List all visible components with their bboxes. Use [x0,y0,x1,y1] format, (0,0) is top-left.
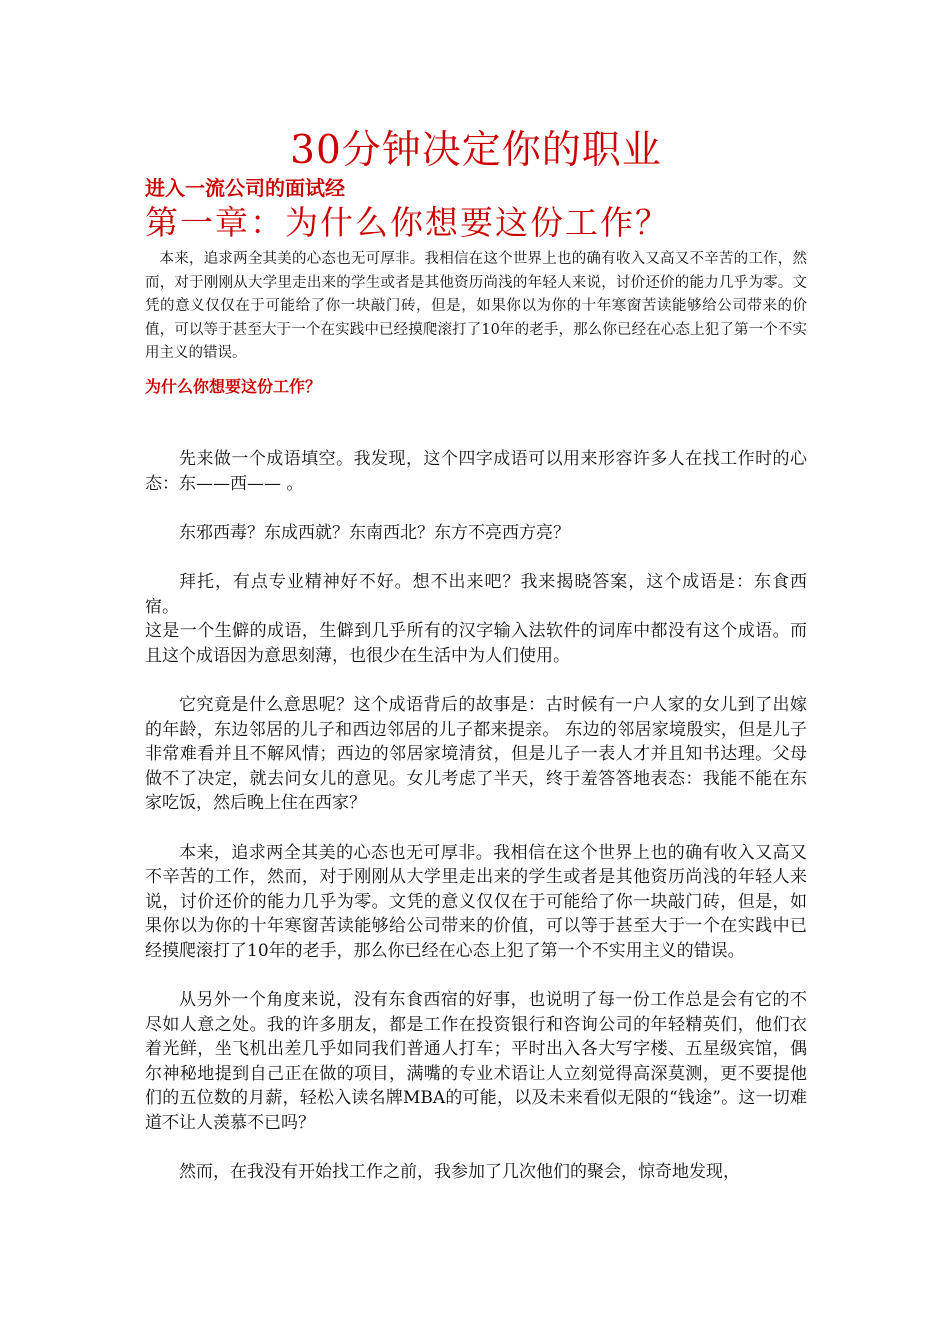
paragraph-gathering: 然而，在我没有开始找工作之前，我参加了几次他们的聚会，惊奇地发现， [179,1162,740,1183]
document-subtitle: 进入一流公司的面试经 [145,176,345,200]
section-heading: 为什么你想要这份工作？ [145,377,322,396]
document-page [145,0,807,1344]
paragraph-story: 它究竟是什么意思呢？这个成语背后的故事是：古时候有一户人家的女儿到了出嫁的年龄，东边邻居的儿子和西边邻居的儿子都来提亲。 东边的邻居家境殷实，但是儿子非常难看并且不解风情；西边的邻居家境清贫，但是儿子一表人才并且知书达理。父母做不了决定，就去问女儿的意见。女儿考虑了半天，终于羞答答地表态：我能不能在东家吃饭，然后晚上住在西家？ [145,694,807,814]
chapter-title: 第一章：为什么你想要这份工作？ [145,203,670,242]
body-text [145,447,807,1185]
paragraph-rare-idiom: 这是一个生僻的成语，生僻到几乎所有的汉字输入法软件的词库中都没有这个成语。而且这个成语因为意思刻薄，也很少在生活中为人们使用。 [145,621,807,666]
paragraph-other-angle: 从另外一个角度来说，没有东食西宿的好事，也说明了每一份工作总是会有它的不尽如人意之处。我的许多朋友，都是工作在投资银行和咨询公司的年轻精英们，他们衣着光鲜，坐飞机出差几乎如同我们普通人打车；平时出入各大写字楼、五星级宾馆，偶尔神秘地提到自己正在做的项目，满嘴的专业术语让人立刻觉得高深莫测，更不要提他们的五位数的月薪，轻松入读名牌MBA的可能，以及未来看似无限的“钱途”。这一切难道不让人羡慕不已吗？ [145,990,807,1134]
paragraph-mindset: 本来，追求两全其美的心态也无可厚非。我相信在这个世界上也的确有收入又高又不辛苦的工作，然而，对于刚刚从大学里走出来的学生或者是其他资历尚浅的年轻人来说，讨价还价的能力几乎为零。文凭的意义仅仅在于可能给了你一块敲门砖，但是，如果你以为你的十年寒窗苦读能够给公司带来的价值，可以等于甚至大于一个在实践中已经摸爬滚打了10年的老手，那么你已经在心态上犯了第一个不实用主义的错误。 [145,842,807,961]
intro-paragraph: 本来，追求两全其美的心态也无可厚非。我相信在这个世界上也的确有收入又高又不辛苦的工作，然而，对于刚刚从大学里走出来的学生或者是其他资历尚浅的年轻人来说，讨价还价的能力几乎为零。文凭的意义仅仅在于可能给了你一块敲门砖，但是，如果你以为你的十年寒窗苦读能够给公司带来的价值，可以等于甚至大于一个在实践中已经摸爬滚打了10年的老手，那么你已经在心态上犯了第一个不实用主义的错误。 [145,251,808,361]
document-title: 30分钟决定你的职业 [290,128,662,173]
paragraph-answer: 拜托，有点专业精神好不好。想不出来吧？我来揭晓答案，这个成语是：东食西宿。 [145,571,807,617]
paragraph-idiom-quiz: 先来做一个成语填空。我发现，这个四字成语可以用来形容许多人在找工作时的心态：东——西—— 。 [145,449,807,494]
paragraph-guesses: 东邪西毒？东成西就？东南西北？东方不亮西方亮？ [179,522,570,543]
